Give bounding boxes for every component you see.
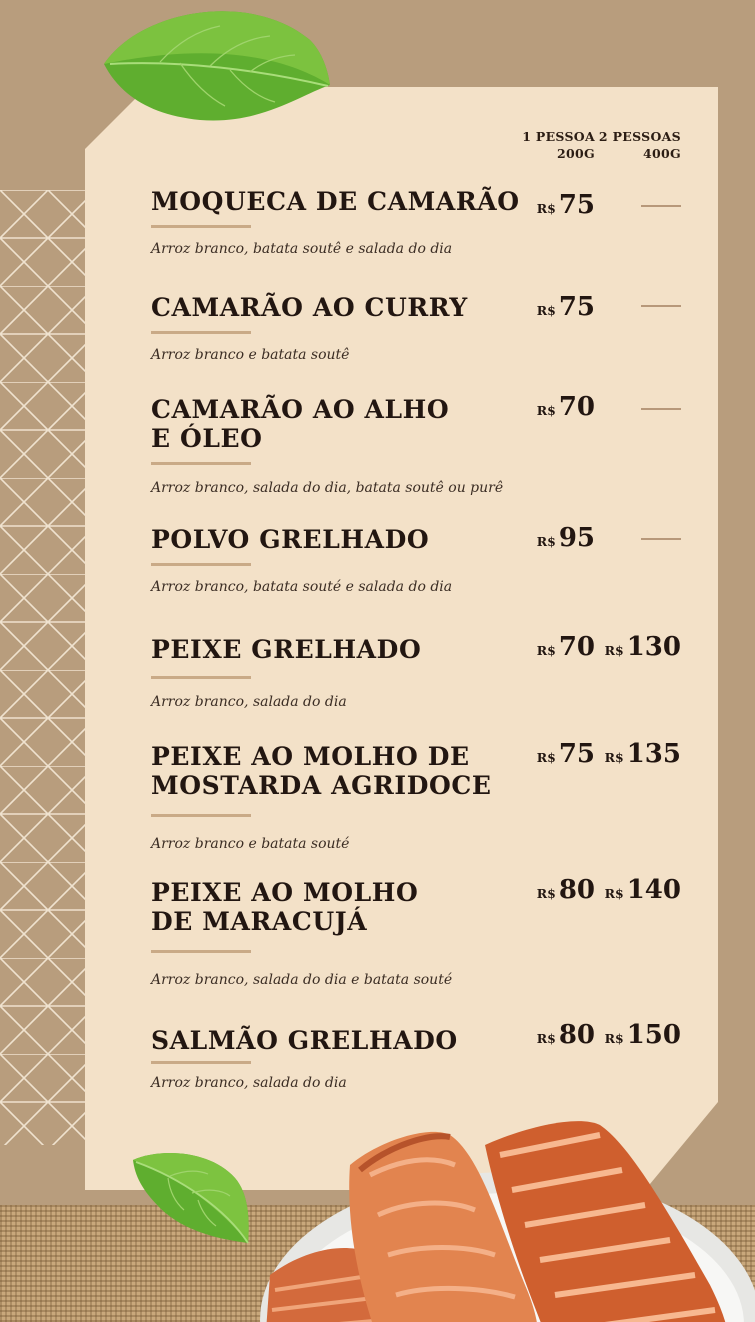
price-2-pessoas-unavailable xyxy=(641,408,681,410)
price-2-pessoas: R$ 135 xyxy=(604,739,681,769)
price-1-pessoa: R$ 75 xyxy=(536,190,595,220)
dish-name: MOQUECA DE CAMARÃO xyxy=(151,187,520,216)
price-2-pessoas-unavailable xyxy=(641,305,681,307)
lattice-pattern xyxy=(0,190,90,1145)
dish-description: Arroz branco e batata souté xyxy=(151,836,350,852)
price-2-pessoas: R$ 140 xyxy=(604,875,681,905)
menu-item-camarao-ao-alho-e-oleo xyxy=(151,392,691,497)
menu-item-peixe-grelhado xyxy=(151,632,691,711)
dish-rule xyxy=(151,814,251,817)
dish-description: Arroz branco, batata souté e salada do dia xyxy=(151,579,453,595)
dish-rule xyxy=(151,462,251,465)
price-1-pessoa: R$ 75 xyxy=(536,739,595,769)
dish-description: Arroz branco, salada do dia, batata soutê ou purê xyxy=(151,480,504,496)
dish-rule xyxy=(151,225,251,228)
price-1-pessoa: R$ 70 xyxy=(536,632,595,662)
price-2-pessoas: R$ 130 xyxy=(604,632,681,662)
dish-rule xyxy=(151,331,251,334)
dish-name: PEIXE GRELHADO xyxy=(151,635,422,664)
price-1-pessoa: R$ 80 xyxy=(536,1020,595,1050)
column-header-2-pessoas xyxy=(591,128,681,162)
col2-label: 2 PESSOAS xyxy=(598,129,681,144)
col1-label: 1 PESSOA xyxy=(522,129,595,144)
col1-weight: 200G xyxy=(557,146,595,161)
column-header-1-pessoa xyxy=(505,128,595,162)
dish-description: Arroz branco, salada do dia xyxy=(151,1075,347,1091)
dish-name: SALMÃO GRELHADO xyxy=(151,1026,458,1055)
dish-name: CAMARÃO AO CURRY xyxy=(151,293,468,322)
col2-weight: 400G xyxy=(643,146,681,161)
price-1-pessoa: R$ 80 xyxy=(536,875,595,905)
price-2-pessoas-unavailable xyxy=(641,205,681,207)
price-1-pessoa: R$ 70 xyxy=(536,392,595,422)
basil-leaf-icon xyxy=(100,0,332,125)
dish-name: POLVO GRELHADO xyxy=(151,525,430,554)
menu-item-camarao-ao-curry xyxy=(151,293,691,364)
price-1-pessoa: R$ 75 xyxy=(536,292,595,322)
dish-description: Arroz branco e batata soutê xyxy=(151,347,350,363)
dish-name-line-1: CAMARÃO AO ALHO xyxy=(151,395,450,424)
dish-description: Arroz branco, salada do dia xyxy=(151,694,347,710)
menu-item-peixe-ao-molho-de-maracuja xyxy=(151,875,691,989)
price-2-pessoas-unavailable xyxy=(641,538,681,540)
dish-description: Arroz branco, salada do dia e batata souté xyxy=(151,972,453,988)
dish-rule xyxy=(151,1061,251,1064)
price-1-pessoa: R$ 95 xyxy=(536,523,595,553)
dish-name-line-1: PEIXE AO MOLHO DE xyxy=(151,742,470,771)
menu-item-salmao-grelhado xyxy=(151,1020,691,1092)
price-2-pessoas: R$ 150 xyxy=(604,1020,681,1050)
menu-item-polvo-grelhado xyxy=(151,525,691,596)
dish-name-line-1: PEIXE AO MOLHO xyxy=(151,878,419,907)
dish-rule xyxy=(151,676,251,679)
dish-name xyxy=(151,395,691,453)
dish-name-line-2: MOSTARDA AGRIDOCE xyxy=(151,771,492,800)
menu-item-moqueca-de-camarao xyxy=(151,187,691,258)
dish-rule xyxy=(151,563,251,566)
basil-leaf-icon xyxy=(130,1148,255,1248)
dish-rule xyxy=(151,950,251,953)
dish-description: Arroz branco, batata soutê e salada do dia xyxy=(151,241,453,257)
salmon-plate-image xyxy=(250,1085,755,1322)
dish-name-line-2: DE MARACUJÁ xyxy=(151,907,368,936)
dish-name-line-2: E ÓLEO xyxy=(151,424,263,453)
menu-item-peixe-ao-molho-de-mostarda-agridoce xyxy=(151,739,691,853)
